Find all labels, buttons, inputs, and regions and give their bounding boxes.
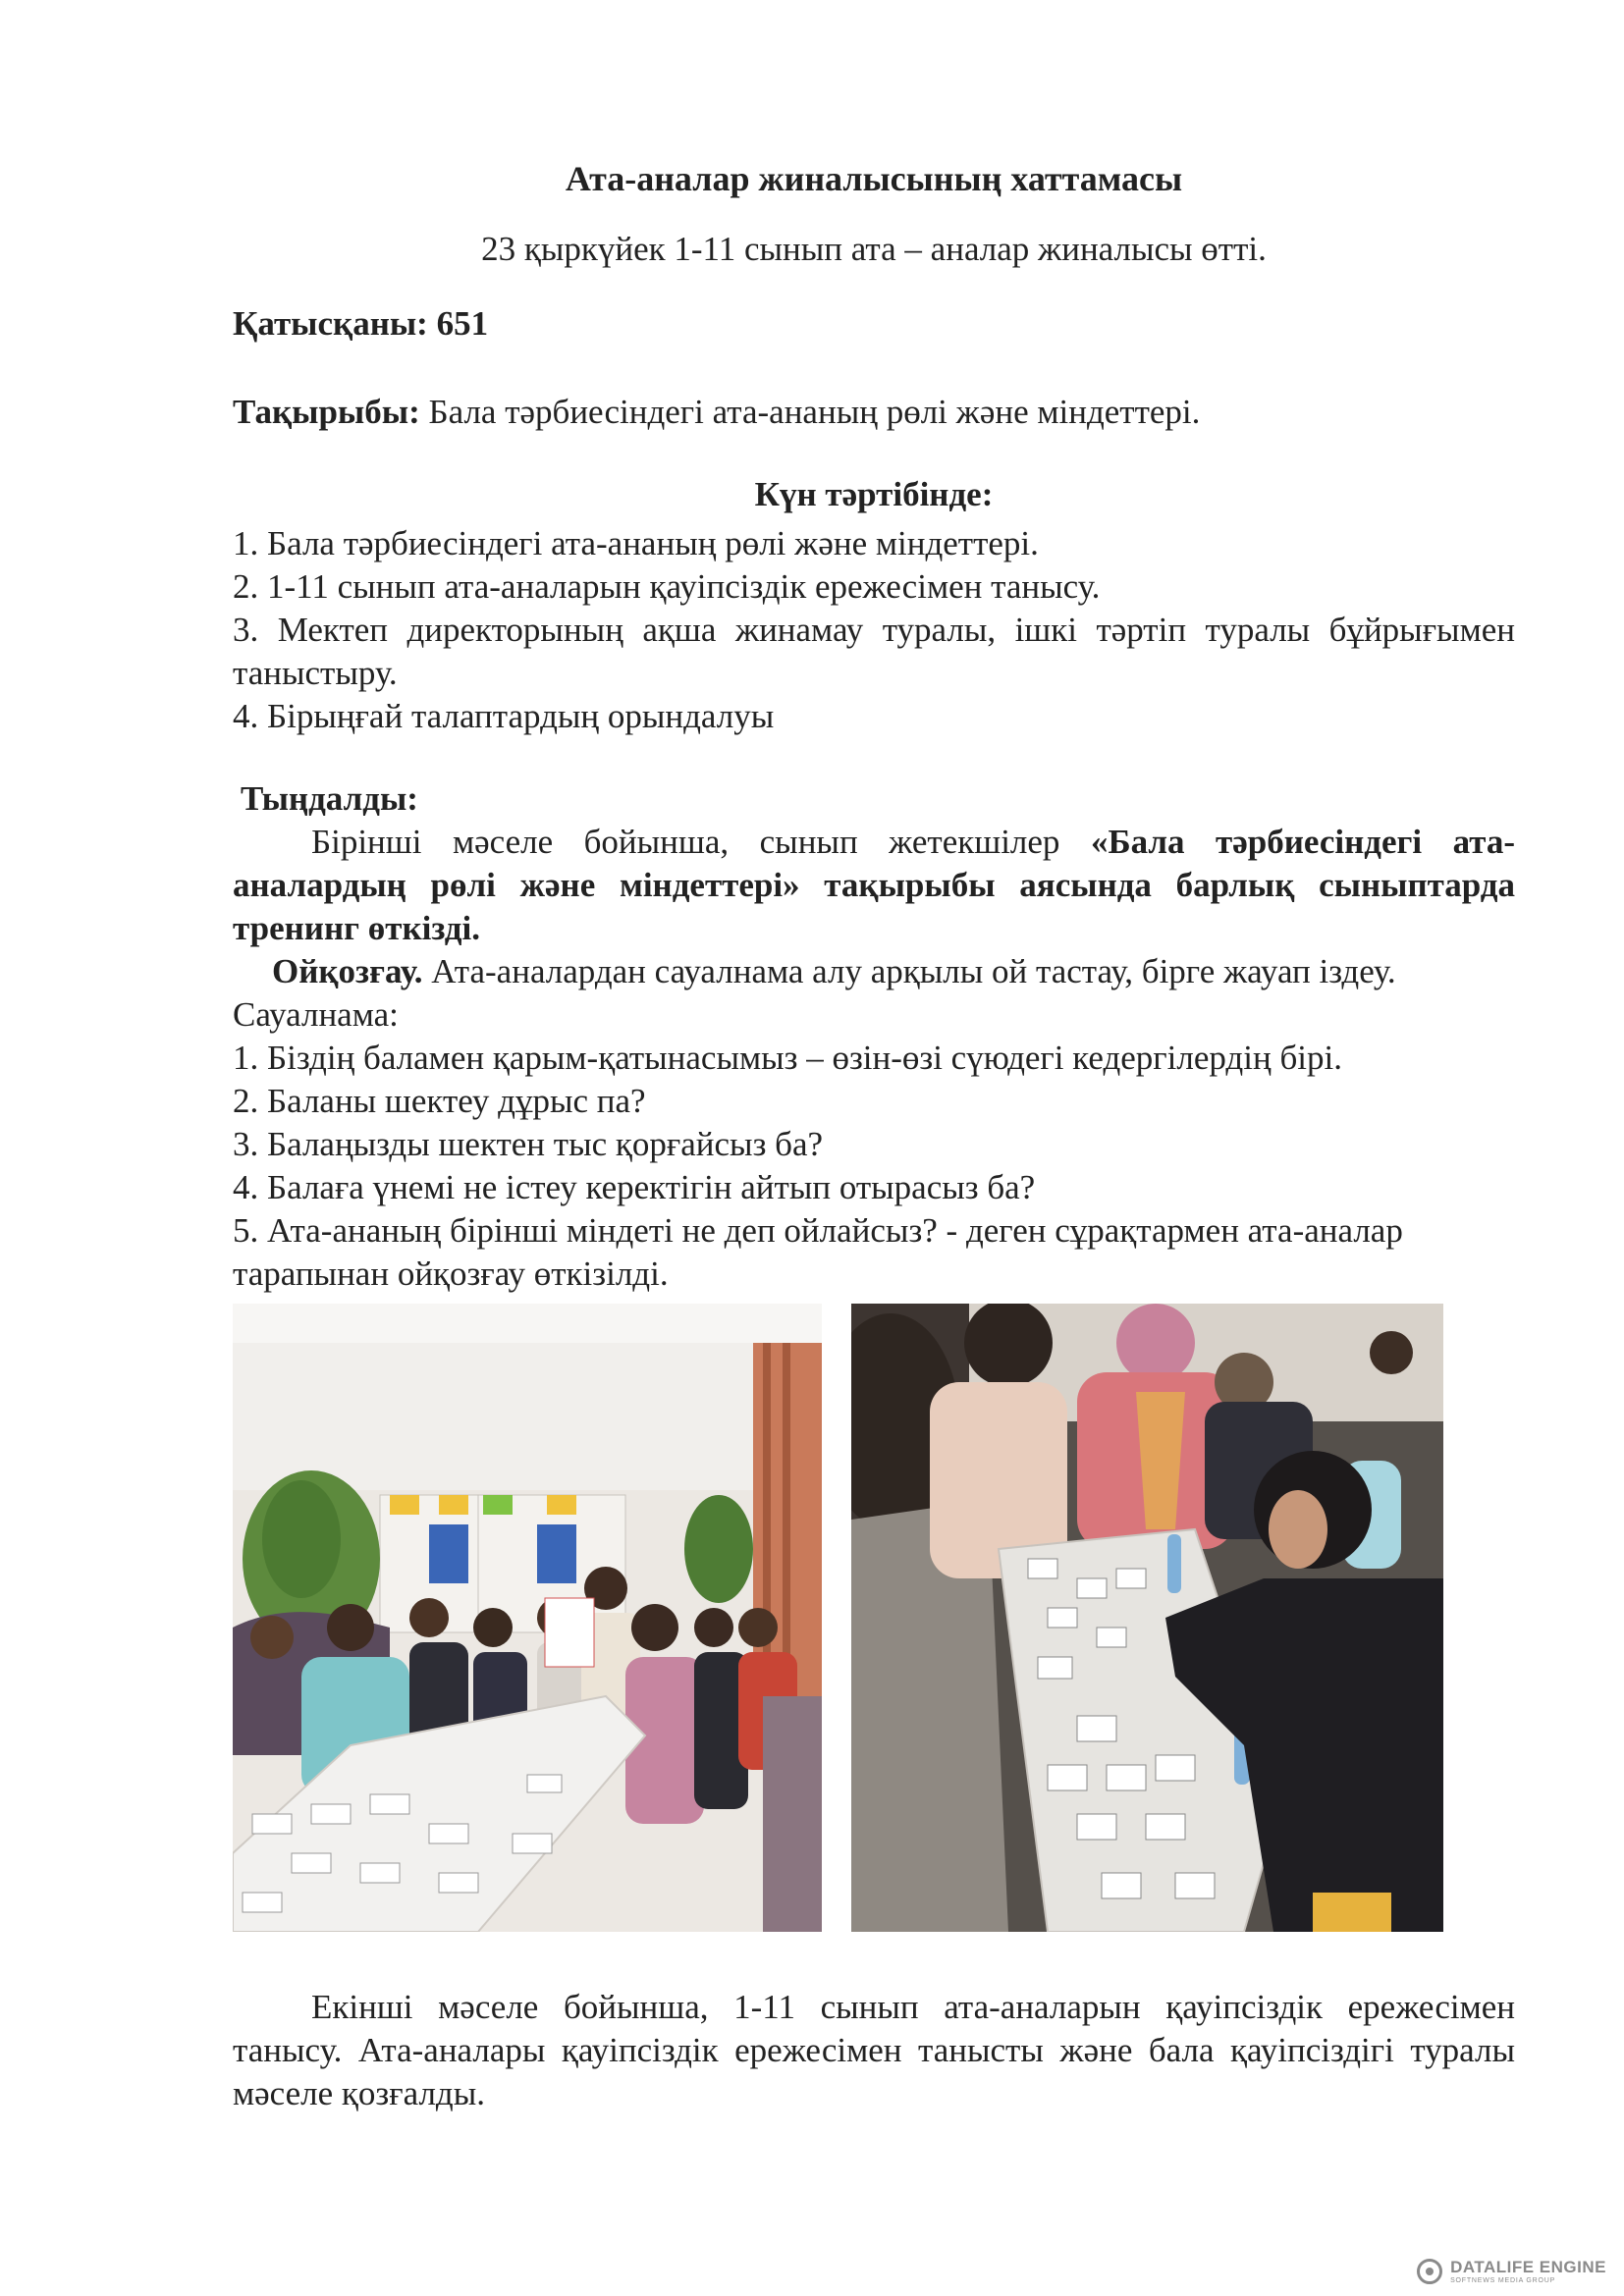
- agenda-item: 1. Бала тәрбиесіндегі ата-ананың рөлі және міндеттері.: [233, 524, 1039, 562]
- survey-label: Сауалнама:: [233, 995, 399, 1034]
- agenda-item: 3. Мектеп директорының ақша жинамау туралы, ішкі тәртіп туралы бұйрығымен таныстыру.: [233, 611, 1515, 692]
- document-subtitle: 23 қыркүйек 1-11 сынып ата – аналар жиналысы өтті.: [481, 230, 1267, 268]
- topic-label: Тақырыбы:: [233, 393, 420, 431]
- second-issue-paragraph: Екінші мәселе бойынша, 1-11 сынып ата-аналарын қауіпсіздік ережесімен танысу. Ата-аналары қауіпсіздік ережесімен танысты және бала қауіпсіздігі туралы мәселе қозғалды.: [233, 1988, 1515, 2112]
- topic-line: [233, 391, 1515, 434]
- first-issue-paragraph: [233, 821, 1515, 950]
- watermark: [1417, 2259, 1606, 2284]
- survey-question: 5. Ата-ананың бірінші міндеті не деп ойлайсыз? - деген сұрақтармен ата-аналар тарапынан ойқозғау өткізілді.: [233, 1211, 1403, 1293]
- survey-question: 2. Баланы шектеу дұрыс па?: [233, 1082, 646, 1120]
- first-issue-bold: «Бала тәрбиесіндегі ата-аналардың рөлі және міндеттері» тақырыбы аясында барлық сыныптарда тренинг өткізді.: [233, 823, 1515, 947]
- document-title: Ата-аналар жиналысының хаттамасы: [565, 159, 1183, 198]
- table-activity-photo: [851, 1304, 1443, 1932]
- brainstorm-label: Ойқозғау.: [272, 952, 423, 990]
- datalife-logo-icon: [1417, 2259, 1442, 2284]
- topic-text: Бала тәрбиесіндегі ата-ананың рөлі және міндеттері.: [419, 393, 1201, 431]
- brainstorm-paragraph: [233, 950, 1515, 993]
- attendance-line: Қатысқаны: 651: [233, 304, 489, 343]
- brainstorm-text: Ата-аналардан сауалнама алу арқылы ой тастау, бірге жауап іздеу.: [422, 952, 1396, 990]
- heard-heading: Тыңдалды:: [241, 779, 418, 818]
- meeting-room-photo: [233, 1304, 822, 1932]
- agenda-item: 2. 1-11 сынып ата-аналарын қауіпсіздік ережесімен танысу.: [233, 567, 1101, 606]
- survey-question: 3. Балаңызды шектен тыс қорғайсыз ба?: [233, 1125, 824, 1163]
- agenda-item: 4. Бірыңғай талаптардың орындалуы: [233, 697, 775, 735]
- document-page: [233, 157, 1515, 2115]
- watermark-sub-text: SOFTNEWS MEDIA GROUP: [1450, 2277, 1556, 2284]
- survey-question: 4. Балаға үнемі не істеу керектігін айтып отырасыз ба?: [233, 1168, 1036, 1206]
- watermark-main-text: DATALIFE ENGINE: [1450, 2258, 1606, 2276]
- photo-row: [233, 1304, 1515, 1932]
- first-issue-text: Бірінші мәселе бойынша, сынып жетекшілер: [311, 823, 1091, 861]
- agenda-heading: Күн тәртібінде:: [754, 475, 994, 513]
- survey-question: 1. Біздің баламен қарым-қатынасымыз – өзін-өзі сүюдегі кедергілердің бірі.: [233, 1039, 1342, 1077]
